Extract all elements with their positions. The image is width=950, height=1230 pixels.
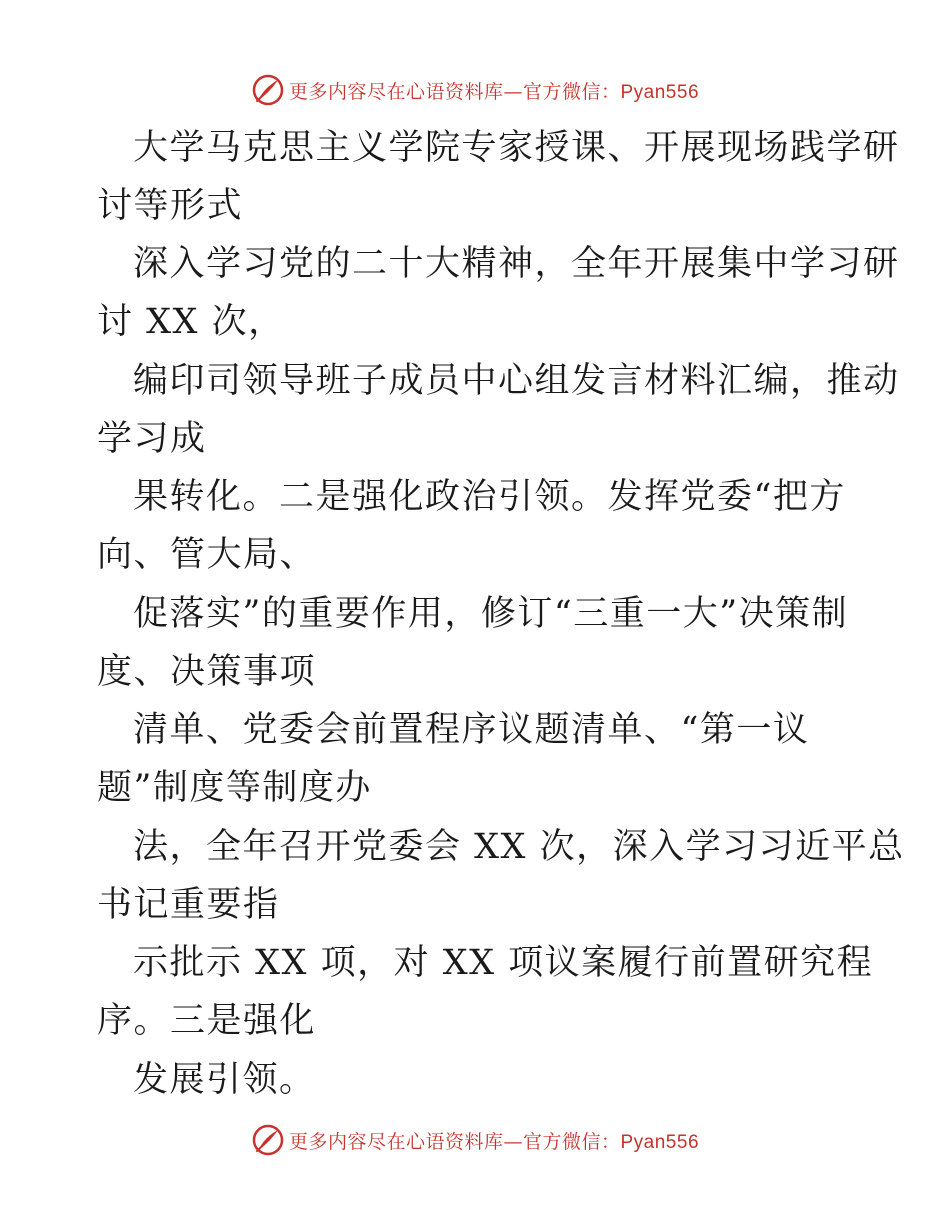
text-line: 法，全年召开党委会 XX 次，深入学习习近平总 bbox=[133, 827, 905, 867]
header-watermark-banner bbox=[0, 70, 950, 110]
text-line: 学习成 bbox=[97, 419, 207, 459]
quill-logo-icon bbox=[251, 1123, 285, 1157]
text-line: 编印司领导班子成员中心组发言材料汇编，推动 bbox=[133, 361, 900, 401]
text-line: 发展引领。 bbox=[133, 1060, 316, 1100]
text-line: 序。三是强化 bbox=[97, 1001, 317, 1041]
footer-watermark-banner bbox=[0, 1120, 950, 1160]
text-line: 果转化。二是强化政治引领。发挥党委“把方 bbox=[133, 477, 846, 517]
text-line: 深入学习党的二十大精神，全年开展集中学习研 bbox=[133, 244, 900, 284]
text-line: 书记重要指 bbox=[97, 885, 280, 925]
text-line: 向、管大局、 bbox=[97, 535, 317, 575]
text-line: 讨 XX 次， bbox=[97, 302, 285, 342]
text-line: 清单、党委会前置程序议题清单、“第一议 bbox=[133, 710, 810, 750]
text-line: 度、决策事项 bbox=[97, 652, 317, 692]
header-watermark-text: 更多内容尽在心语资料库—官方微信：Pyan556 bbox=[288, 80, 700, 103]
text-line: 促落实”的重要作用，修订“三重一大”决策制 bbox=[133, 594, 849, 634]
footer-watermark-text: 更多内容尽在心语资料库—官方微信：Pyan556 bbox=[288, 1130, 700, 1153]
text-line: 示批示 XX 项，对 XX 项议案履行前置研究程 bbox=[133, 943, 874, 983]
quill-logo-icon bbox=[251, 73, 285, 107]
text-line: 题”制度等制度办 bbox=[97, 768, 372, 808]
text-line: 讨等形式 bbox=[97, 186, 244, 226]
text-line: 大学马克思主义学院专家授课、开展现场践学研 bbox=[133, 128, 900, 168]
